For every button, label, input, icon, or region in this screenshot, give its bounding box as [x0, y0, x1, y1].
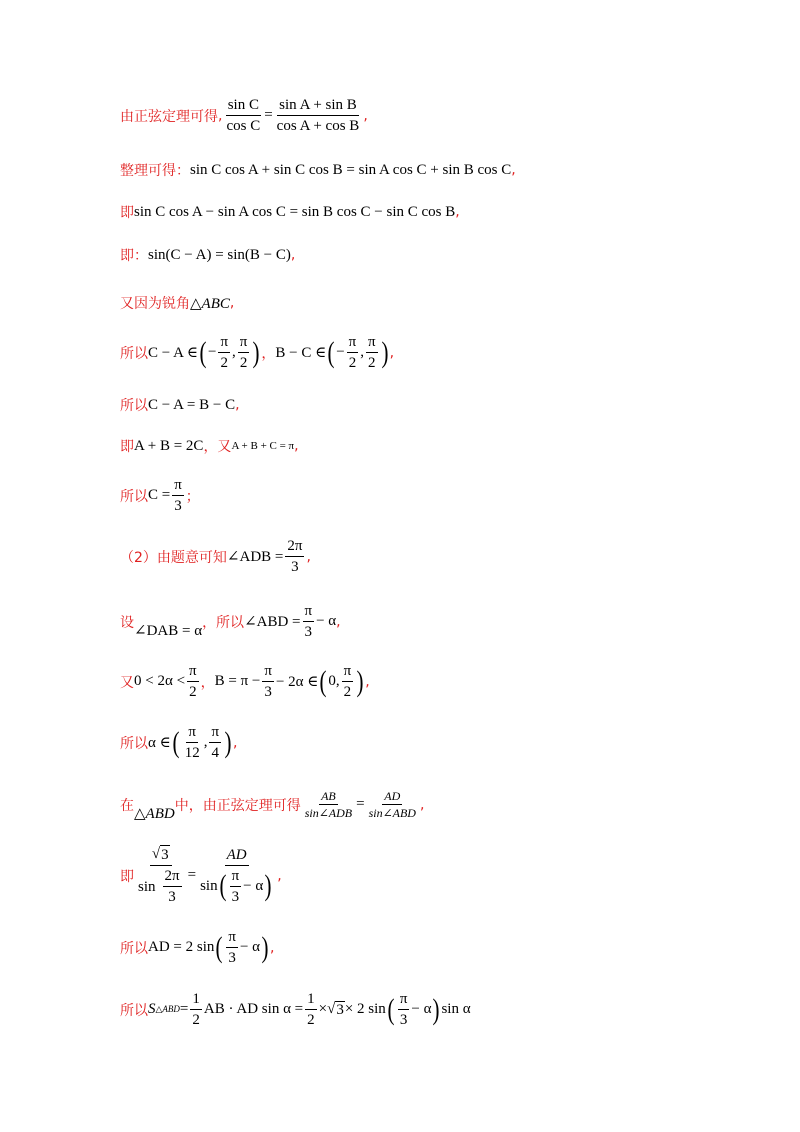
fraction-sinC-cosC: $\frac{\text{sin C}}{\text{cos C}}$	[226, 97, 261, 134]
line-11: 设 ∠DAB = α ，所以 ∠ABD = $\frac{\pi}{3}$ − α ,	[120, 603, 341, 640]
line-3: 即 sin C cos A − sin A cos C = sin B cos C − sin C cos B ,	[120, 203, 460, 221]
line-6: 所以 C − A ∈ ( − $\frac{\pi}{2}$ , $\frac{\pi}{2}$ ) ， B − C ∈ ( − $\frac{\pi}{2}$ , $\frac{\pi}{2}$ ) ,	[120, 334, 395, 371]
line-4: 即： sin(C − A) = sin(B − C) ,	[120, 246, 296, 264]
line-5: 又因为锐角 △ABC ,	[120, 295, 235, 312]
line-12: 又 0 < 2α < $\frac{\pi}{2}$ ， B = π − $\frac{\pi}{3}$ − 2α ∈ ( 0, $\frac{\pi}{2}$ ) ,	[120, 663, 370, 700]
triangle: △ABC	[190, 295, 230, 312]
line-13: 所以 α ∈ ( $\frac{\pi}{12}$ , $\frac{\pi}{4}$ ) ,	[120, 724, 238, 761]
line-14: 在 △ABD 中，由正弦定理可得 $\frac{AB}{\text{sin∠ADB}}$ = $\frac{AD}{\text{sin∠ABD}}$ ,	[120, 788, 425, 822]
line-2: 整理可得： sin C cos A + sin C cos B = sin A cos C + sin B cos C ,	[120, 161, 516, 179]
equation: sin C cos A − sin A cos C = sin B cos C − sin C cos B	[134, 203, 456, 220]
equation: sin C cos A + sin C cos B = sin A cos C + sin B cos C	[190, 161, 512, 178]
text-prefix: 由正弦定理可得	[120, 108, 218, 125]
line-10: （2）由题意可知 ∠ADB = $\frac{2\pi}{3}$ ,	[120, 538, 311, 575]
line-17: 所以 S △ABD = $\frac{1}{2}$ AB · AD sin α = $\frac{1}{2}$ × √ 3 × 2 sin ( $\frac{\pi}{3}$ − α ) sin α	[120, 991, 471, 1028]
line-7: 所以 C − A = B − C ,	[120, 396, 240, 414]
line-9: 所以 C = $\frac{\pi}{3}$ ；	[120, 477, 200, 514]
line-15: 即 √ 3 sin $\frac{2\pi}{3}$ = AD sin ( $\frac{\pi}{3}$ − α ) ,	[120, 846, 282, 905]
line-1: 由正弦定理可得 , $\frac{\text{sin C}}{\text{cos C}}$ = $\frac{\text{sin A + sin B}}{\text{cos A + cos B}}$ ,	[120, 97, 368, 134]
comma: ,	[218, 107, 223, 124]
fraction-sum: $\frac{\text{sin A + sin B}}{\text{cos A + cos B}}$	[276, 97, 360, 134]
line-16: 所以 AD = 2 sin ( $\frac{\pi}{3}$ − α ) ,	[120, 929, 275, 966]
equation: sin(C − A) = sin(B − C)	[148, 246, 291, 263]
line-8: 即 A + B = 2C ，又 A + B + C = π ,	[120, 437, 299, 455]
